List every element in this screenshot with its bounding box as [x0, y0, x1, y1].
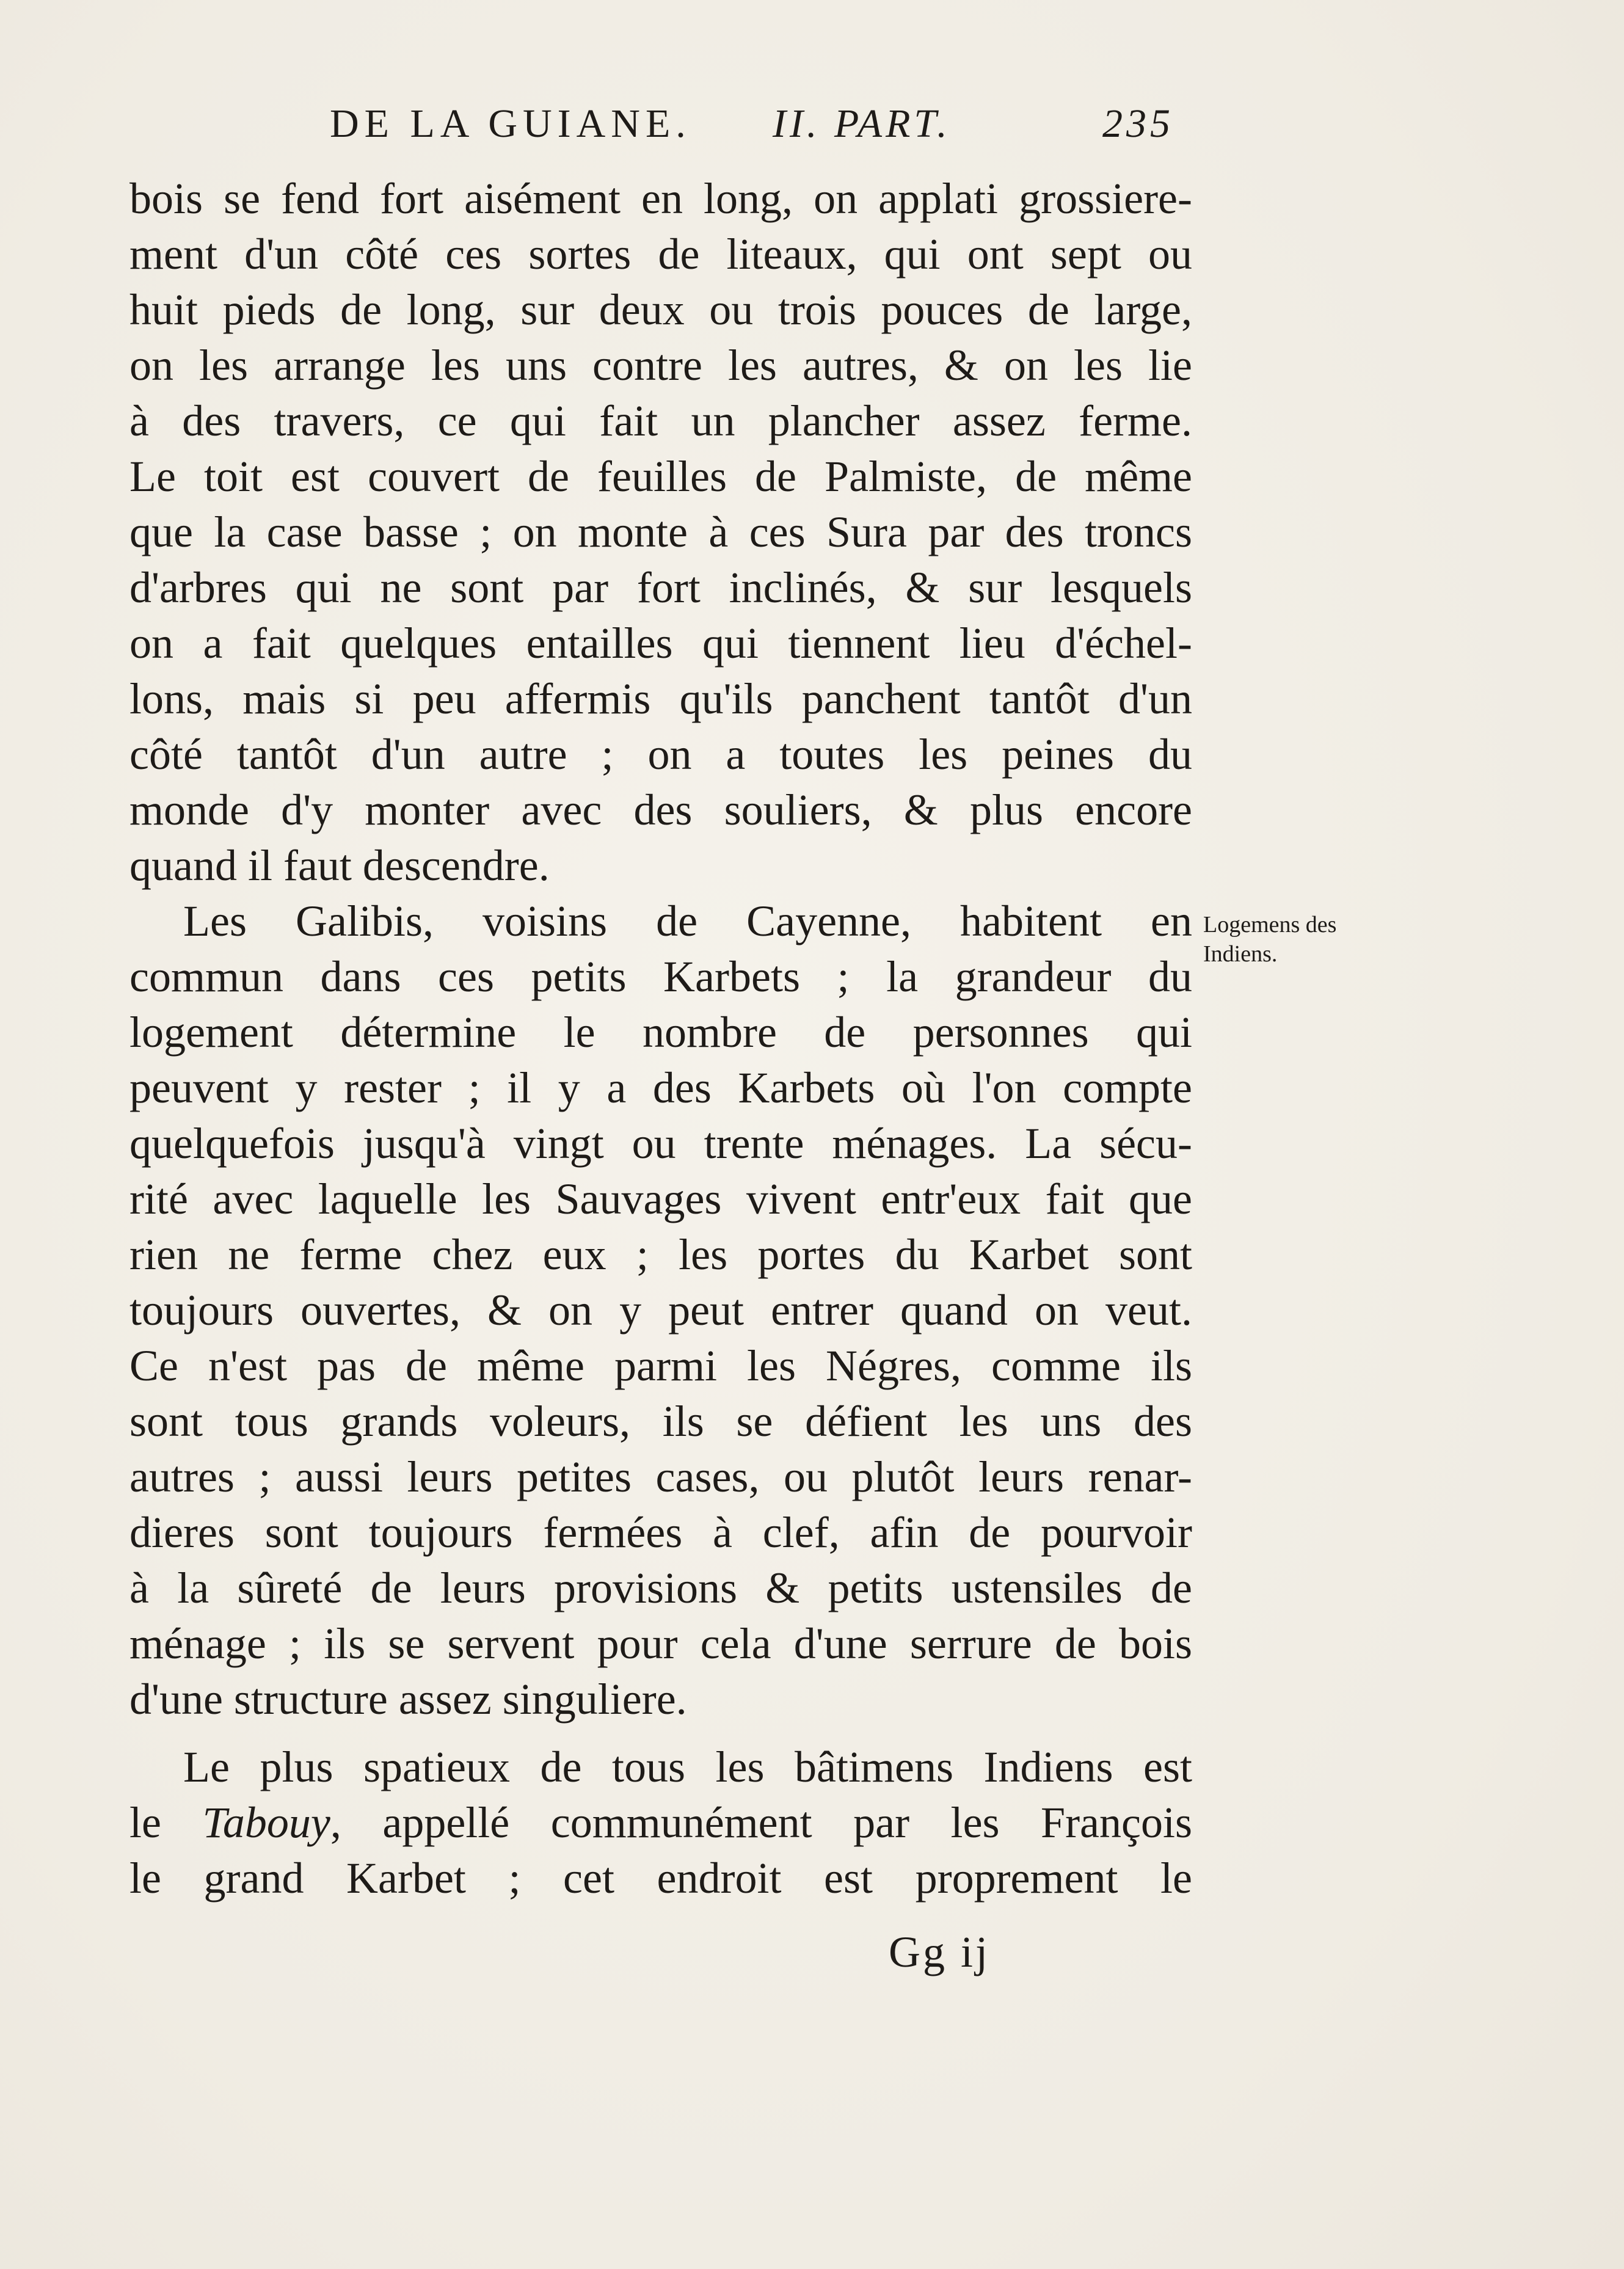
- running-head: [330, 101, 1246, 156]
- page-number: 235: [1102, 101, 1174, 146]
- text-line: que la case basse ; on monte à ces Sura par des troncs: [129, 508, 1192, 556]
- text-line: rien ne ferme chez eux ; les portes du Karbet sont: [129, 1230, 1192, 1279]
- text-fragment: le: [129, 1798, 203, 1847]
- margin-note-line: Logemens des: [1203, 912, 1337, 938]
- text-line: lons, mais si peu affermis qu'ils panchent tantôt d'un: [129, 674, 1192, 723]
- text-line: d'une structure assez singuliere.: [129, 1675, 687, 1724]
- italic-term: Tabouy: [202, 1798, 330, 1847]
- signature-mark: Gg ij: [889, 1928, 991, 1976]
- text-line: dieres sont toujours fermées à clef, afin de pourvoir: [129, 1508, 1192, 1557]
- text-line: Les Galibis, voisins de Cayenne, habitent en: [183, 897, 1192, 945]
- text-line: huit pieds de long, sur deux ou trois pouces de large,: [129, 285, 1192, 334]
- text-line: Le toit est couvert de feuilles de Palmiste, de même: [129, 452, 1192, 501]
- margin-note: [1203, 910, 1405, 969]
- text-line: commun dans ces petits Karbets ; la grandeur du: [129, 952, 1192, 1001]
- text-line: autres ; aussi leurs petites cases, ou plutôt leurs renar-: [129, 1452, 1192, 1501]
- text-line: Le plus spatieux de tous les bâtimens Indiens est: [183, 1743, 1192, 1791]
- text-line: logement détermine le nombre de personnes qui: [129, 1008, 1192, 1057]
- text-line: monde d'y monter avec des souliers, & plus encore: [129, 785, 1192, 834]
- text-line: [129, 1798, 1192, 1847]
- text-line: d'arbres qui ne sont par fort inclinés, & sur lesquels: [129, 563, 1192, 612]
- text-line: quelquefois jusqu'à vingt ou trente ménages. La sécu-: [129, 1119, 1192, 1168]
- running-head-title: DE LA GUIANE.: [330, 101, 691, 146]
- text-line: on les arrange les uns contre les autres, & on les lie: [129, 341, 1192, 390]
- text-line: ménage ; ils se servent pour cela d'une serrure de bois: [129, 1619, 1192, 1668]
- running-head-part: II. PART.: [773, 101, 951, 146]
- text-line: à des travers, ce qui fait un plancher assez ferme.: [129, 396, 1192, 445]
- text-line: quand il faut descendre.: [129, 841, 550, 890]
- text-line: ment d'un côté ces sortes de liteaux, qui ont sept ou: [129, 230, 1192, 279]
- text-line: toujours ouvertes, & on y peut entrer quand on veut.: [129, 1286, 1192, 1335]
- text-fragment: , appellé communément par les François: [330, 1798, 1192, 1847]
- text-line: à la sûreté de leurs provisions & petits ustensiles de: [129, 1564, 1192, 1612]
- text-line: on a fait quelques entailles qui tiennent lieu d'échel-: [129, 619, 1192, 668]
- text-line: Ce n'est pas de même parmi les Négres, comme ils: [129, 1341, 1192, 1390]
- text-line: sont tous grands voleurs, ils se défient les uns des: [129, 1397, 1192, 1446]
- margin-note-line: Indiens.: [1203, 941, 1278, 967]
- text-line: le grand Karbet ; cet endroit est proprement le: [129, 1854, 1192, 1903]
- text-line: bois se fend fort aisément en long, on applati grossiere-: [129, 174, 1192, 223]
- text-line: rité avec laquelle les Sauvages vivent entr'eux fait que: [129, 1175, 1192, 1223]
- text-line: peuvent y rester ; il y a des Karbets où l'on compte: [129, 1063, 1192, 1112]
- text-line: côté tantôt d'un autre ; on a toutes les peines du: [129, 730, 1192, 779]
